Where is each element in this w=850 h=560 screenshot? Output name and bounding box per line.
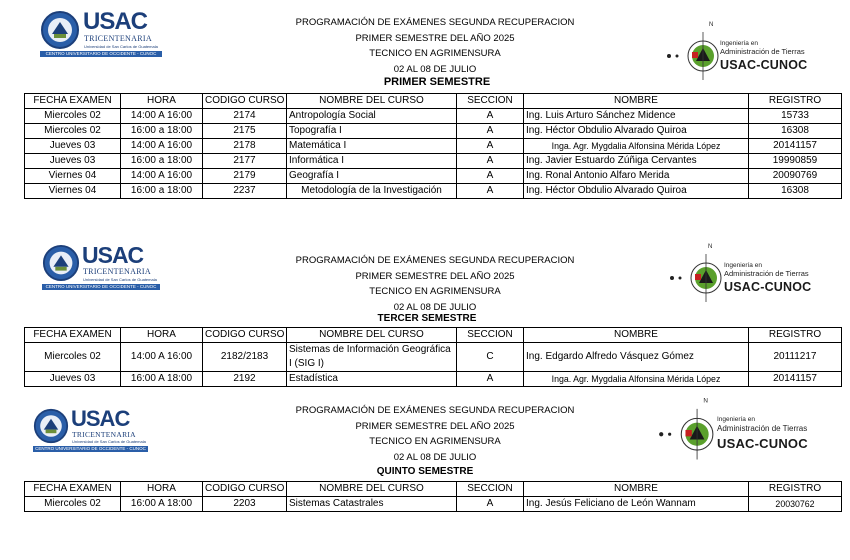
col-codigo: CODIGO CURSO: [203, 328, 287, 343]
cell-codigo: 2203: [203, 497, 287, 512]
col-hora: HORA: [121, 94, 203, 109]
table-row: [25, 154, 842, 169]
cell-registro: 20111217: [749, 343, 842, 372]
svg-text:N: N: [703, 397, 708, 405]
table-row: [25, 372, 842, 387]
cell-seccion: A: [457, 154, 524, 169]
cell-registro: 20090769: [749, 169, 842, 184]
col-nombre: NOMBRE: [524, 328, 749, 343]
cell-fecha: Jueves 03: [25, 372, 121, 387]
schedule-block-primer: [0, 0, 850, 205]
cell-registro: 20030762: [749, 497, 842, 512]
cell-codigo: 2178: [203, 139, 287, 154]
col-curso: NOMBRE DEL CURSO: [287, 328, 457, 343]
table-row: [25, 184, 842, 199]
cell-codigo: 2237: [203, 184, 287, 199]
usac-tricentenaria: TRICENTENARIA: [72, 430, 136, 439]
col-hora: HORA: [121, 328, 203, 343]
cell-curso: Antropología Social: [287, 109, 457, 124]
cell-hora: 14:00 A 16:00: [121, 169, 203, 184]
semester-title: TERCER SEMESTRE: [377, 313, 477, 324]
cell-registro: 20141157: [749, 372, 842, 387]
cell-seccion: A: [457, 169, 524, 184]
cunoc-name: USAC-CUNOC: [724, 280, 812, 294]
col-registro: REGISTRO: [749, 482, 842, 497]
header-line-2: PRIMER SEMESTRE DEL AÑO 2025: [355, 32, 515, 44]
cell-hora: 14:00 A 16:00: [121, 343, 203, 372]
cell-registro: 16308: [749, 124, 842, 139]
table-row: [25, 109, 842, 124]
header-line-3: TECNICO EN AGRIMENSURA: [369, 48, 501, 59]
col-seccion: SECCION: [457, 328, 524, 343]
cell-curso: Matemática I: [287, 139, 457, 154]
cell-curso: Geografía I: [287, 169, 457, 184]
header-line-3: TECNICO EN AGRIMENSURA: [369, 436, 501, 447]
cunoc-name: USAC-CUNOC: [717, 436, 808, 451]
usac-tagline: Universidad de San Carlos de Guatemala: [84, 44, 158, 49]
cell-hora: 14:00 A 16:00: [121, 139, 203, 154]
header-line-1: PROGRAMACIÓN DE EXÁMENES SEGUNDA RECUPERACION: [295, 255, 575, 266]
cell-nombre: Ing. Jesús Feliciano de León Wannam: [524, 497, 749, 512]
cell-nombre: Inga. Agr. Mygdalia Alfonsina Mérida López: [524, 372, 749, 387]
cell-curso: Informática I: [287, 154, 457, 169]
col-seccion: SECCION: [457, 482, 524, 497]
table-header-row: [25, 482, 842, 497]
col-registro: REGISTRO: [749, 94, 842, 109]
col-nombre: NOMBRE: [524, 482, 749, 497]
cell-nombre: Ing. Héctor Obdulio Alvarado Quiroa: [524, 124, 749, 139]
cell-hora: 14:00 A 16:00: [121, 109, 203, 124]
table-row: [25, 343, 842, 372]
cell-codigo: 2192: [203, 372, 287, 387]
cell-curso: Estadística: [287, 372, 457, 387]
cell-seccion: A: [457, 497, 524, 512]
svg-text:N: N: [708, 244, 713, 250]
col-curso: NOMBRE DEL CURSO: [287, 482, 457, 497]
table-row: [25, 124, 842, 139]
cell-seccion: A: [457, 372, 524, 387]
header-line-4: 02 AL 08 DE JULIO: [393, 63, 477, 75]
col-hora: HORA: [121, 482, 203, 497]
cunoc-compass-icon: [657, 394, 715, 466]
usac-name: USAC: [71, 406, 130, 431]
header-line-1: PROGRAMACIÓN DE EXÁMENES SEGUNDA RECUPERACION: [295, 405, 575, 416]
col-codigo: CODIGO CURSO: [203, 94, 287, 109]
usac-tagline: Universidad de San Carlos de Guatemala: [72, 439, 146, 444]
cell-fecha: Jueves 03: [25, 139, 121, 154]
cell-registro: 15733: [749, 109, 842, 124]
cunoc-logo: [657, 394, 832, 466]
cunoc-line-2: Administración de Tierras: [724, 269, 809, 278]
cell-curso: Metodología de la Investigación: [287, 184, 457, 199]
usac-cunoc-bar: CENTRO UNIVERSITARIO DE OCCIDENTE - CUNOC: [33, 446, 148, 452]
cunoc-logo: [668, 240, 838, 310]
schedule-table: [24, 327, 842, 387]
semester-title: PRIMER SEMESTRE: [383, 76, 491, 88]
cell-curso: Sistemas Catastrales: [287, 497, 457, 512]
usac-name: USAC: [82, 242, 144, 268]
col-fecha: FECHA EXAMEN: [25, 482, 121, 497]
col-seccion: SECCION: [457, 94, 524, 109]
cell-seccion: A: [457, 184, 524, 199]
cunoc-line-2: Administración de Tierras: [717, 424, 808, 433]
usac-cunoc-bar: CENTRO UNIVERSITARIO DE OCCIDENTE - CUNOC: [42, 284, 160, 290]
schedule-block-tercer: [0, 236, 850, 388]
cell-codigo: 2175: [203, 124, 287, 139]
col-fecha: FECHA EXAMEN: [25, 328, 121, 343]
usac-cunoc-bar: CENTRO UNIVERSITARIO DE OCCIDENTE - CUNOC: [40, 51, 162, 57]
cell-hora: 16:00 a 18:00: [121, 124, 203, 139]
header-line-2: PRIMER SEMESTRE DEL AÑO 2025: [355, 420, 515, 432]
cell-registro: 20141157: [749, 139, 842, 154]
cell-fecha: Miercoles 02: [25, 124, 121, 139]
svg-text:N: N: [709, 22, 714, 28]
header-line-4: 02 AL 08 DE JULIO: [393, 451, 477, 463]
col-codigo: CODIGO CURSO: [203, 482, 287, 497]
col-curso: NOMBRE DEL CURSO: [287, 94, 457, 109]
cell-hora: 16:00 a 18:00: [121, 184, 203, 199]
table-header-row: [25, 328, 842, 343]
cell-curso: Topografía I: [287, 124, 457, 139]
usac-tagline: Universidad de San Carlos de Guatemala: [83, 277, 157, 282]
cell-fecha: Miercoles 02: [25, 109, 121, 124]
cell-fecha: Miercoles 02: [25, 497, 121, 512]
cell-codigo: 2177: [203, 154, 287, 169]
cell-seccion: A: [457, 139, 524, 154]
header-line-2: PRIMER SEMESTRE DEL AÑO 2025: [355, 270, 515, 282]
cunoc-compass-icon: [668, 240, 723, 308]
table-row: [25, 139, 842, 154]
header-line-1: PROGRAMACIÓN DE EXÁMENES SEGUNDA RECUPERACION: [295, 17, 575, 28]
col-registro: REGISTRO: [749, 328, 842, 343]
cunoc-line-1: Ingeniería en: [717, 416, 755, 423]
cell-registro: 16308: [749, 184, 842, 199]
cell-nombre: Ing. Edgardo Alfredo Vásquez Gómez: [524, 343, 749, 372]
cell-nombre: Ing. Héctor Obdulio Alvarado Quiroa: [524, 184, 749, 199]
cunoc-name: USAC-CUNOC: [720, 58, 808, 72]
cell-codigo: 2174: [203, 109, 287, 124]
cell-registro: 19990859: [749, 154, 842, 169]
cell-seccion: C: [457, 343, 524, 372]
cell-seccion: A: [457, 124, 524, 139]
cell-hora: 16:00 a 18:00: [121, 154, 203, 169]
col-fecha: FECHA EXAMEN: [25, 94, 121, 109]
cell-fecha: Jueves 03: [25, 154, 121, 169]
cell-nombre: Ing. Ronal Antonio Alfaro Merida: [524, 169, 749, 184]
table-header-row: [25, 94, 842, 109]
schedule-block-quinto: [0, 392, 850, 517]
header-line-4: 02 AL 08 DE JULIO: [393, 301, 477, 313]
cell-hora: 16:00 A 18:00: [121, 497, 203, 512]
cell-fecha: Viernes 04: [25, 184, 121, 199]
cell-fecha: Viernes 04: [25, 169, 121, 184]
cunoc-line-1: Ingeniería en: [720, 40, 758, 47]
table-row: [25, 169, 842, 184]
usac-name: USAC: [83, 8, 148, 35]
cell-nombre: Ing. Luis Arturo Sánchez Midence: [524, 109, 749, 124]
cell-codigo: 2182/2183: [203, 343, 287, 372]
cell-nombre: Inga. Agr. Mygdalia Alfonsina Mérida López: [524, 139, 749, 154]
cell-nombre: Ing. Javier Estuardo Zúñiga Cervantes: [524, 154, 749, 169]
col-nombre: NOMBRE: [524, 94, 749, 109]
header-line-3: TECNICO EN AGRIMENSURA: [369, 286, 501, 297]
cell-codigo: 2179: [203, 169, 287, 184]
cell-seccion: A: [457, 109, 524, 124]
cunoc-line-1: Ingeniería en: [724, 262, 762, 269]
cunoc-line-2: Administración de Tierras: [720, 47, 805, 56]
usac-tricentenaria: TRICENTENARIA: [83, 267, 151, 276]
table-row: [25, 497, 842, 512]
schedule-table: [24, 93, 842, 199]
schedule-table: [24, 481, 842, 512]
cell-curso: Sistemas de Información Geográfica I (SIG I): [287, 343, 457, 372]
cell-hora: 16:00 A 18:00: [121, 372, 203, 387]
cell-fecha: Miercoles 02: [25, 343, 121, 372]
semester-title: QUINTO SEMESTRE: [376, 466, 474, 477]
usac-tricentenaria: TRICENTENARIA: [84, 34, 152, 43]
